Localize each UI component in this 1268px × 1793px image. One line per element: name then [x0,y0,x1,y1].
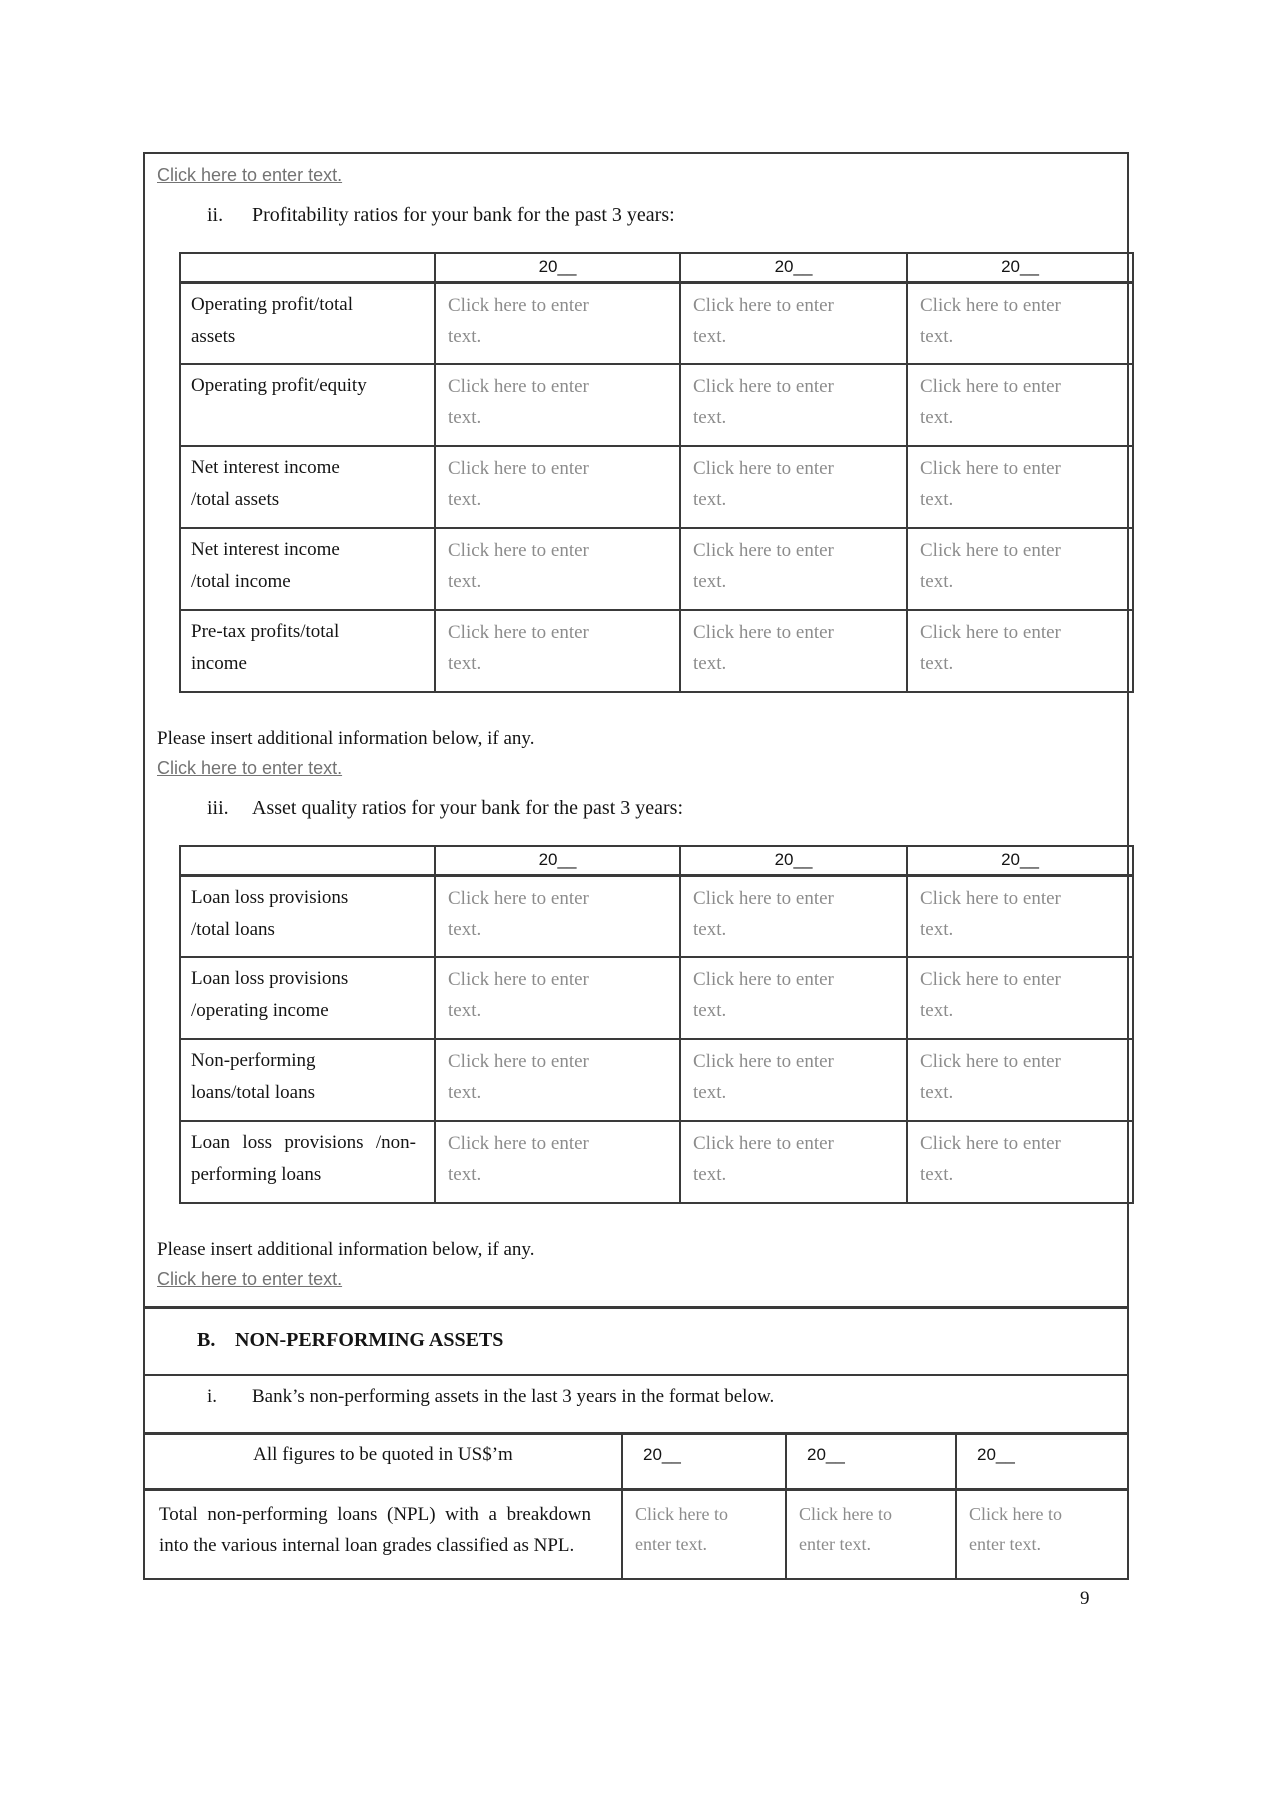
table-cell-input[interactable] [907,610,1133,692]
cell-placeholder[interactable]: Click here to enter text. [920,458,1061,510]
questionnaire-outer-box [143,152,1129,1580]
heading-npa-item-number: i. [207,1386,218,1407]
cell-placeholder[interactable]: Click here to enter text. [693,887,834,940]
additional-info-note: Please insert additional information below, if any. [157,728,535,749]
cell-placeholder[interactable]: Click here to enter text. [920,1133,1061,1185]
table-row [180,957,1133,1039]
asset-quality-table [179,845,1134,1204]
year-header-cell: 20__ [786,1434,956,1490]
cell-placeholder[interactable]: Click here to enter text. [693,622,834,674]
table-cell-input[interactable] [435,1121,680,1203]
year-header-cell: 20__ [907,253,1133,282]
table-row [180,282,1133,364]
cell-placeholder[interactable]: Click here to enter text. [635,1504,728,1554]
cell-placeholder[interactable]: Click here to enter text. [448,887,589,940]
table-row [145,1490,1127,1578]
table-cell-input[interactable] [435,528,680,610]
table-cell-input[interactable] [907,875,1133,957]
year-header-cell: 20__ [680,846,907,875]
table-cell-input[interactable] [680,528,907,610]
cell-placeholder[interactable]: Click here to enter text. [920,376,1061,428]
table-row [180,1039,1133,1121]
row-label: Operating profit/total assets [180,282,435,364]
empty-header-cell [180,846,435,875]
cell-placeholder[interactable]: Click here to enter text. [448,622,589,674]
cell-placeholder[interactable]: Click here to enter text. [693,458,834,510]
cell-placeholder[interactable]: Click here to enter text. [448,458,589,510]
row-label: Net interest income /total assets [180,446,435,528]
heading-profitability-title: Profitability ratios for your bank for the past 3 years: [252,204,675,226]
table-cell-input[interactable] [786,1490,956,1578]
cell-placeholder[interactable]: Click here to enter text. [920,969,1061,1021]
table-header-row [180,846,1133,875]
year-header-cell: 20__ [435,846,680,875]
table-cell-input[interactable] [680,364,907,446]
row-label: Loan loss provisions /non-performing loans [180,1121,435,1203]
year-header-cell: 20__ [956,1434,1127,1490]
cell-placeholder[interactable]: Click here to enter text. [693,1051,834,1103]
section-profitability-asset-quality [145,154,1127,1306]
row-label: Operating profit/equity [180,364,435,446]
table-cell-input[interactable] [680,1121,907,1203]
table-cell-input[interactable] [680,446,907,528]
cell-placeholder[interactable]: Click here to enter text. [920,1051,1061,1103]
table-row [180,446,1133,528]
cell-placeholder[interactable]: Click here to enter text. [969,1504,1062,1554]
table-row [180,875,1133,957]
additional-info-note: Please insert additional information below, if any. [157,1239,535,1260]
heading-asset-quality [157,795,1115,821]
table-cell-input[interactable] [956,1490,1127,1578]
heading-non-performing-assets [157,1327,1115,1353]
year-header-cell: 20__ [622,1434,786,1490]
table-cell-input[interactable] [435,364,680,446]
row-label: Loan loss provisions /total loans [180,875,435,957]
heading-npa-letter: B. [197,1329,216,1351]
cell-placeholder[interactable]: Click here to enter text. [448,969,589,1021]
cell-placeholder[interactable]: Click here to enter text. [448,540,589,592]
table-cell-input[interactable] [907,528,1133,610]
table-cell-input[interactable] [622,1490,786,1578]
table-header-row [145,1434,1127,1490]
table-cell-input[interactable] [907,957,1133,1039]
table-row [180,528,1133,610]
text-placeholder-profitability-extra[interactable]: Click here to enter text. [157,758,343,778]
table-cell-input[interactable] [680,610,907,692]
cell-placeholder[interactable]: Click here to enter text. [799,1504,892,1554]
cell-placeholder[interactable]: Click here to enter text. [693,540,834,592]
table-cell-input[interactable] [435,446,680,528]
table-cell-input[interactable] [680,282,907,364]
unit-note-cell: All figures to be quoted in US$’m [145,1434,622,1490]
row-label: Total non-performing loans (NPL) with a breakdown into the various internal loan grades classified as NPL. [145,1490,622,1578]
heading-asset-quality-title: Asset quality ratios for your bank for the past 3 years: [252,797,684,819]
table-cell-input[interactable] [435,282,680,364]
table-cell-input[interactable] [907,282,1133,364]
section-npa-item [145,1376,1127,1432]
table-cell-input[interactable] [435,957,680,1039]
table-row [180,364,1133,446]
npa-table [145,1432,1127,1578]
table-cell-input[interactable] [435,610,680,692]
cell-placeholder[interactable]: Click here to enter text. [448,376,589,428]
cell-placeholder[interactable]: Click here to enter text. [448,1133,589,1185]
heading-npa-item [157,1384,1115,1410]
text-placeholder-asset-quality-extra[interactable]: Click here to enter text. [157,1269,343,1289]
page-number: 9 [1080,1588,1090,1609]
cell-placeholder[interactable]: Click here to enter text. [920,540,1061,592]
profitability-table [179,252,1134,693]
table-cell-input[interactable] [907,446,1133,528]
table-cell-input[interactable] [680,1039,907,1121]
table-cell-input[interactable] [907,364,1133,446]
heading-profitability-number: ii. [207,204,224,226]
table-cell-input[interactable] [907,1121,1133,1203]
cell-placeholder[interactable]: Click here to enter text. [920,622,1061,674]
table-cell-input[interactable] [680,957,907,1039]
cell-placeholder[interactable]: Click here to enter text. [920,294,1061,347]
heading-npa-title: NON-PERFORMING ASSETS [235,1329,504,1351]
table-header-row [180,253,1133,282]
cell-placeholder[interactable]: Click here to enter text. [448,1051,589,1103]
table-cell-input[interactable] [680,875,907,957]
row-label: Net interest income /total income [180,528,435,610]
table-row [180,1121,1133,1203]
table-cell-input[interactable] [435,875,680,957]
cell-placeholder[interactable]: Click here to enter text. [693,969,834,1021]
heading-asset-quality-number: iii. [207,797,229,819]
section-non-performing-assets-header [145,1306,1127,1376]
year-header-cell: 20__ [435,253,680,282]
cell-placeholder[interactable]: Click here to enter text. [448,294,589,347]
heading-npa-item-text: Bank’s non-performing assets in the last 3 years in the format below. [252,1386,775,1407]
cell-placeholder[interactable]: Click here to enter text. [693,376,834,428]
table-cell-input[interactable] [435,1039,680,1121]
heading-profitability [157,202,1115,228]
text-placeholder-top[interactable]: Click here to enter text. [157,165,343,185]
row-label: Loan loss provisions /operating income [180,957,435,1039]
cell-placeholder[interactable]: Click here to enter text. [920,887,1061,940]
empty-header-cell [180,253,435,282]
row-label: Pre-tax profits/total income [180,610,435,692]
year-header-cell: 20__ [680,253,907,282]
row-label: Non-performing loans/total loans [180,1039,435,1121]
table-cell-input[interactable] [907,1039,1133,1121]
table-row [180,610,1133,692]
cell-placeholder[interactable]: Click here to enter text. [693,294,834,347]
cell-placeholder[interactable]: Click here to enter text. [693,1133,834,1185]
year-header-cell: 20__ [907,846,1133,875]
